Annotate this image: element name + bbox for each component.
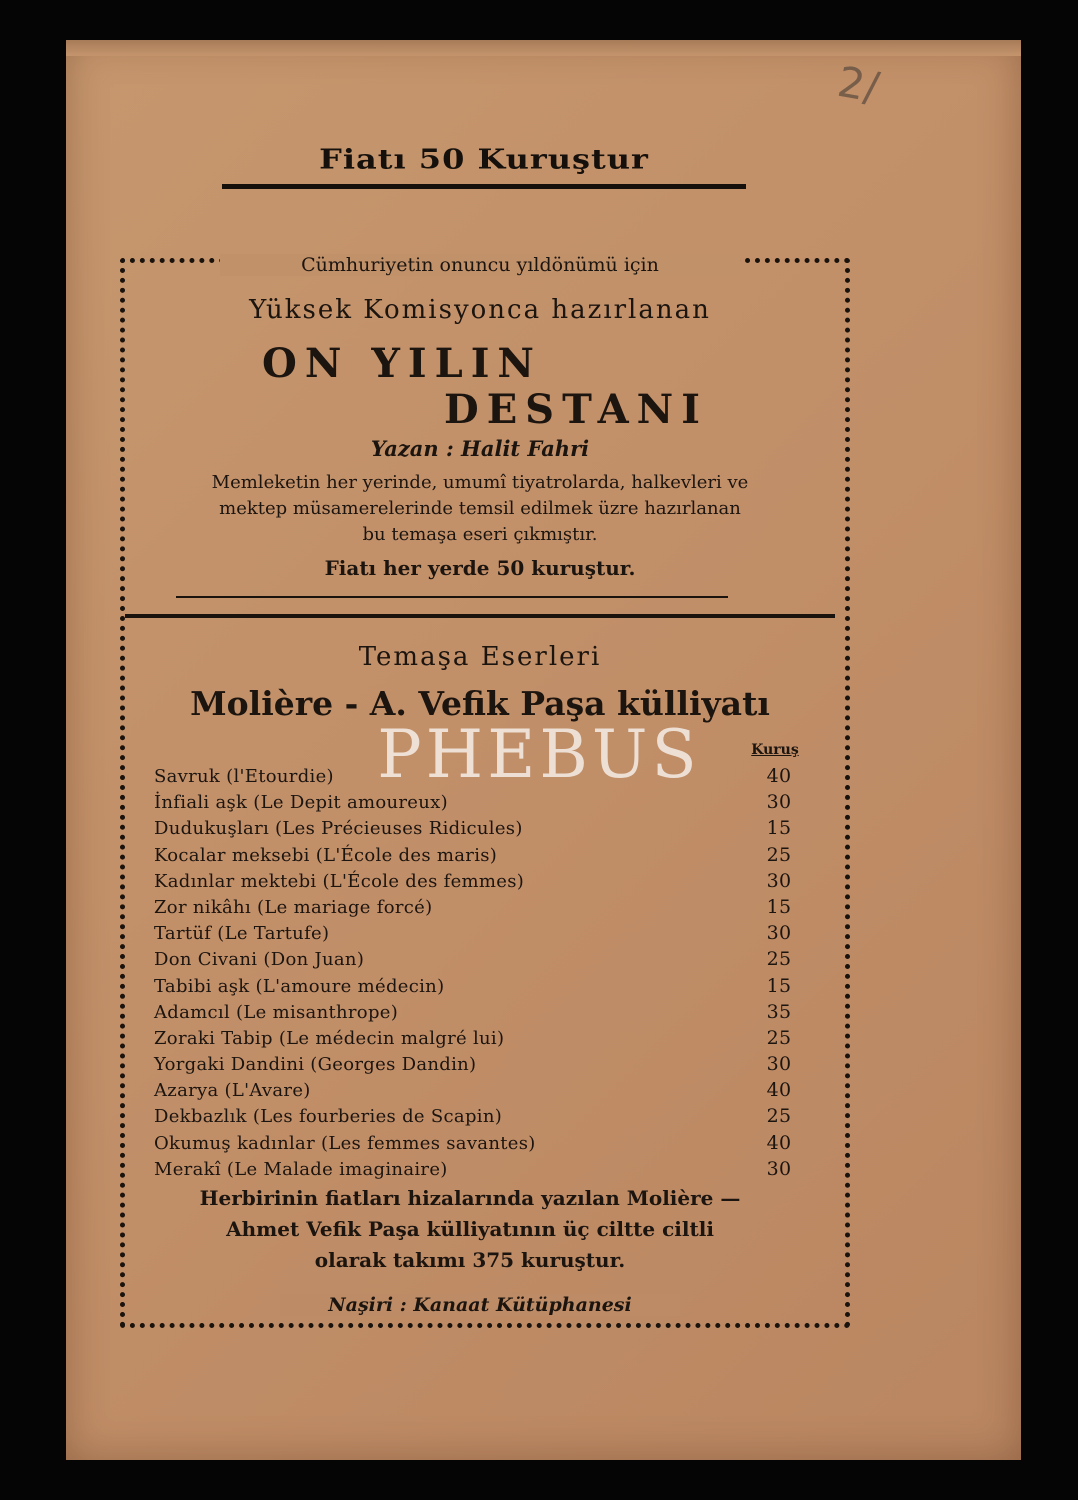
item-price: 15: [766, 974, 792, 997]
ad-description-line: mektep müsamerelerinde temsil edilmek üzre hazırlanan: [219, 498, 741, 519]
ad-commission: Yüksek Komisyonca hazırlanan: [249, 295, 711, 325]
list-item: [154, 817, 804, 843]
list-item: [154, 922, 804, 948]
item-price: 25: [766, 843, 792, 866]
item-price: 25: [766, 948, 792, 971]
list-item: [154, 1027, 804, 1053]
divider-thick-line: [125, 614, 835, 618]
list-item: [154, 1079, 804, 1105]
summary-line: Ahmet Vefik Paşa külliyatının üç ciltte ciltli: [226, 1217, 714, 1241]
divider-thin-line: [176, 596, 728, 598]
list-item: [154, 896, 804, 922]
list-item: [154, 791, 804, 817]
item-price: 30: [766, 869, 792, 892]
list-item: [154, 765, 804, 791]
ad-description-line: Memleketin her yerinde, umumî tiyatrolarda, halkevleri ve: [211, 472, 749, 493]
item-title: Okumuş kadınlar (Les femmes savantes): [154, 1132, 536, 1154]
summary-line: olarak takımı 375 kuruştur.: [314, 1248, 626, 1272]
item-title: İnfiali aşk (Le Depit amoureux): [154, 792, 448, 814]
list-item: [154, 1105, 804, 1131]
item-title: Kocalar meksebi (L'École des maris): [154, 844, 498, 866]
item-title: Yorgaki Dandini (Georges Dandin): [154, 1054, 477, 1076]
item-title: Zoraki Tabip (Le médecin malgré lui): [154, 1027, 505, 1049]
item-title: Dekbazlık (Les fourberies de Scapin): [154, 1106, 503, 1128]
list-item: [154, 948, 804, 974]
catalog-list: [154, 765, 804, 1184]
item-price: 15: [766, 895, 792, 918]
item-price: 15: [766, 817, 792, 840]
catalog-section-title: Temaşa Eserleri: [358, 642, 602, 672]
publisher-line: Naşiri : Kanaat Kütüphanesi: [280, 1294, 680, 1316]
price-header-rule: [222, 184, 746, 189]
list-item: [154, 870, 804, 896]
price-column-header: Kuruş: [751, 742, 799, 758]
item-price: 30: [766, 1157, 792, 1180]
item-price: 30: [766, 791, 792, 814]
list-item: [154, 1132, 804, 1158]
item-title: Tartüf (Le Tartufe): [154, 923, 330, 945]
item-title: Savruk (l'Etourdie): [154, 766, 334, 787]
item-title: Don Civani (Don Juan): [154, 949, 365, 971]
list-item: [154, 1001, 804, 1027]
item-price: 35: [766, 1000, 792, 1023]
catalog-summary: [150, 1183, 790, 1276]
item-title: Azarya (L'Avare): [154, 1080, 311, 1102]
page-top-edge: [66, 40, 1021, 56]
pencil-mark: 2/: [834, 56, 883, 113]
item-price: 40: [766, 1079, 792, 1102]
ad-title-line1: ON YILIN: [262, 340, 542, 387]
ad-description-line: bu temaşa eseri çıkmıştır.: [362, 524, 598, 545]
item-title: Tabibi aşk (L'amoure médecin): [154, 975, 445, 997]
item-price: 25: [766, 1026, 792, 1049]
list-item: [154, 975, 804, 1001]
ad-description: [170, 470, 790, 548]
list-item: [154, 1158, 804, 1184]
ad-author: Yazan : Halit Fahri: [370, 436, 590, 461]
ad-price-note: Fiatı her yerde 50 kuruştur.: [324, 556, 636, 580]
ad-tagline: Cümhuriyetin onuncu yıldönümü için: [220, 254, 740, 276]
item-price: 30: [766, 1053, 792, 1076]
item-price: 25: [766, 1105, 792, 1128]
item-price: 30: [766, 922, 792, 945]
item-title: Zor nikâhı (Le mariage forcé): [154, 896, 433, 918]
summary-line: Herbirinin fiatları hizalarında yazılan Molière —: [199, 1186, 741, 1210]
watermark: PHEBUS: [377, 716, 701, 793]
list-item: [154, 844, 804, 870]
item-title: Dudukuşları (Les Précieuses Ridicules): [154, 818, 523, 840]
item-title: Adamcıl (Le misanthrope): [154, 1001, 399, 1023]
item-price: 40: [766, 765, 792, 787]
item-price: 40: [766, 1131, 792, 1154]
list-item: [154, 1053, 804, 1079]
ad-title-line2: DESTANI: [444, 386, 708, 433]
item-title: Merakî (Le Malade imaginaire): [154, 1158, 448, 1180]
price-header: Fiatı 50 Kuruştur: [319, 142, 649, 176]
item-title: Kadınlar mektebi (L'École des femmes): [154, 870, 525, 892]
catalog-collection-title: Molière - A. Vefik Paşa külliyatı: [190, 684, 770, 723]
